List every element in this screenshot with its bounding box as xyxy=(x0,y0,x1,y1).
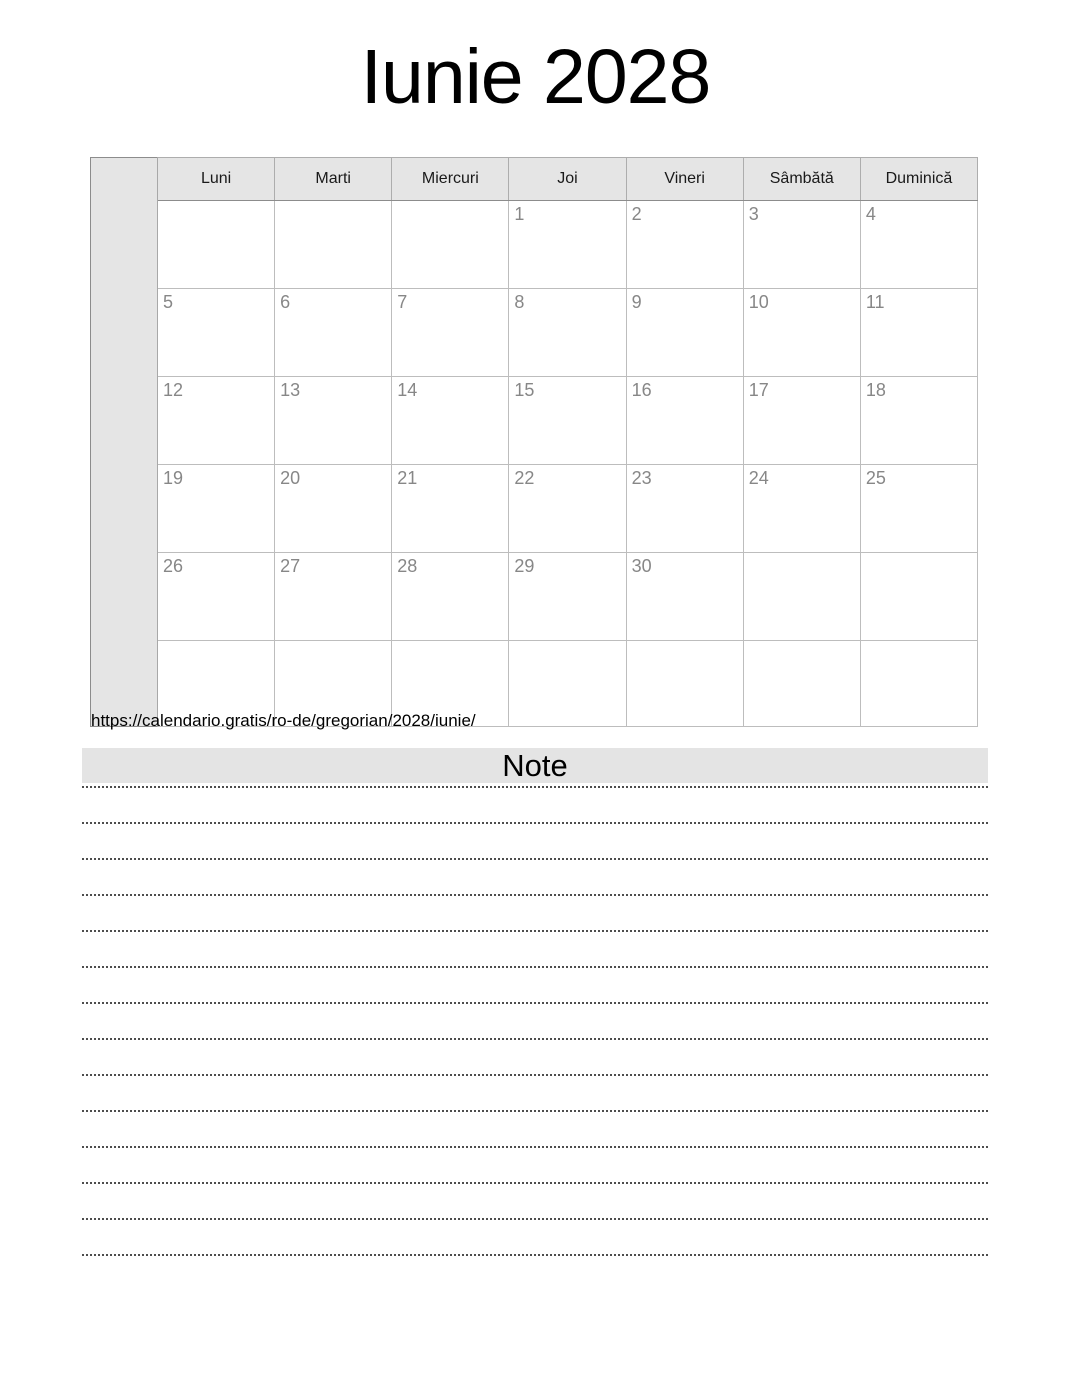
note-line xyxy=(82,966,988,968)
day-cell: 10 xyxy=(743,289,860,377)
day-cell: 7 xyxy=(392,289,509,377)
note-line xyxy=(82,858,988,860)
weekday-header-saturday: Sâmbătă xyxy=(743,158,860,201)
day-cell: 9 xyxy=(626,289,743,377)
week-row xyxy=(91,377,978,465)
note-line xyxy=(82,1218,988,1220)
day-cell: 29 xyxy=(509,553,626,641)
day-cell xyxy=(743,641,860,727)
day-cell: 5 xyxy=(158,289,275,377)
week-row xyxy=(91,289,978,377)
day-cell: 2 xyxy=(626,201,743,289)
notes-header-rule xyxy=(82,786,988,788)
day-cell: 24 xyxy=(743,465,860,553)
weekday-header-row xyxy=(91,158,978,201)
note-lines xyxy=(82,822,988,1256)
weekday-header-monday: Luni xyxy=(158,158,275,201)
week-row xyxy=(91,465,978,553)
day-cell xyxy=(275,201,392,289)
day-cell xyxy=(392,201,509,289)
day-cell: 16 xyxy=(626,377,743,465)
day-cell: 12 xyxy=(158,377,275,465)
day-cell: 22 xyxy=(509,465,626,553)
weekday-header-thursday: Joi xyxy=(509,158,626,201)
day-cell: 8 xyxy=(509,289,626,377)
day-cell: 19 xyxy=(158,465,275,553)
note-line xyxy=(82,1002,988,1004)
day-cell: 17 xyxy=(743,377,860,465)
calendar-table xyxy=(90,157,978,727)
note-line xyxy=(82,1110,988,1112)
week-row xyxy=(91,553,978,641)
day-cell: 23 xyxy=(626,465,743,553)
day-cell: 14 xyxy=(392,377,509,465)
day-cell: 11 xyxy=(860,289,977,377)
notes-title: Note xyxy=(502,748,568,783)
note-line xyxy=(82,1038,988,1040)
page-title: Iunie 2028 xyxy=(360,34,711,120)
weekday-header-sunday: Duminică xyxy=(860,158,977,201)
day-cell xyxy=(158,201,275,289)
note-line xyxy=(82,1146,988,1148)
day-cell: 13 xyxy=(275,377,392,465)
source-url: https://calendario.gratis/ro-de/gregorian/2028/iunie/ xyxy=(91,711,476,730)
day-cell xyxy=(860,553,977,641)
note-line xyxy=(82,1254,988,1256)
weekday-header-wednesday: Miercuri xyxy=(392,158,509,201)
day-cell: 15 xyxy=(509,377,626,465)
day-cell: 27 xyxy=(275,553,392,641)
weekday-header-tuesday: Marti xyxy=(275,158,392,201)
weekday-header-friday: Vineri xyxy=(626,158,743,201)
day-cell: 21 xyxy=(392,465,509,553)
calendar-left-margin xyxy=(91,158,158,727)
day-cell: 3 xyxy=(743,201,860,289)
week-row xyxy=(91,201,978,289)
note-line xyxy=(82,930,988,932)
day-cell: 28 xyxy=(392,553,509,641)
day-cell: 26 xyxy=(158,553,275,641)
day-cell xyxy=(860,641,977,727)
day-cell: 20 xyxy=(275,465,392,553)
day-cell: 4 xyxy=(860,201,977,289)
day-cell: 30 xyxy=(626,553,743,641)
notes-section xyxy=(82,748,988,1256)
day-cell: 6 xyxy=(275,289,392,377)
day-cell xyxy=(509,641,626,727)
day-cell: 25 xyxy=(860,465,977,553)
day-cell xyxy=(626,641,743,727)
note-line xyxy=(82,822,988,824)
day-cell: 1 xyxy=(509,201,626,289)
note-line xyxy=(82,1182,988,1184)
notes-header xyxy=(82,748,988,783)
day-cell xyxy=(743,553,860,641)
day-cell: 18 xyxy=(860,377,977,465)
note-line xyxy=(82,894,988,896)
note-line xyxy=(82,1074,988,1076)
